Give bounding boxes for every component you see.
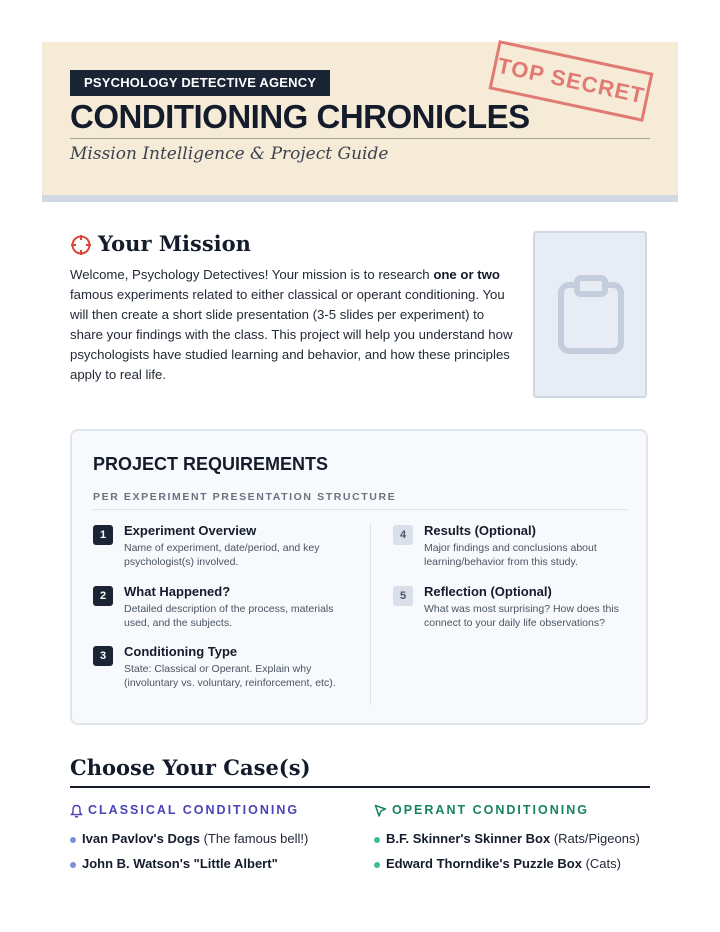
case-note: (Cats) (581, 856, 621, 871)
agency-badge: PSYCHOLOGY DETECTIVE AGENCY (70, 70, 330, 96)
bullet (70, 837, 76, 843)
case-note: (The famous bell!) (199, 831, 309, 846)
case-name: John B. Watson's "Little Albert" (82, 856, 278, 871)
title-rule (70, 138, 650, 139)
requirements-rule (93, 509, 627, 510)
step-description: Major findings and conclusions about learning/behavior from this study. (424, 542, 597, 568)
step-number: 5 (393, 586, 413, 606)
step-description: State: Classical or Operant. Explain why (involuntary vs. voluntary, reinforcement, etc). (124, 663, 336, 689)
step-title: Conditioning Type (124, 644, 238, 659)
bullet (70, 862, 76, 868)
page-title: CONDITIONING CHRONICLES (70, 98, 530, 135)
cases-rule (70, 786, 650, 788)
step-number: 3 (93, 646, 113, 666)
step-number: 4 (393, 525, 413, 545)
bullet (374, 837, 380, 843)
step-title: Reflection (Optional) (424, 584, 552, 599)
bell-icon (70, 804, 83, 818)
requirements-subtitle: PER EXPERIMENT PRESENTATION STRUCTURE (93, 491, 397, 503)
step-title: What Happened? (124, 584, 231, 599)
case-name: Edward Thorndike's Puzzle Box (386, 856, 582, 871)
requirements-title: PROJECT REQUIREMENTS (93, 454, 329, 474)
cursor-icon (374, 804, 387, 818)
top-secret-stamp: TOP SECRET (489, 40, 654, 122)
case-name: B.F. Skinner's Skinner Box (386, 831, 551, 846)
operant-label: OPERANT CONDITIONING (392, 803, 589, 817)
header-divider (42, 195, 678, 202)
step-number: 1 (93, 525, 113, 545)
page-subtitle: Mission Intelligence & Project Guide (70, 144, 389, 164)
mission-text: Welcome, Psychology Detectives! Your mission is to research one or two famous experiments related to either classical or operant conditioning. You will then create a short slide presentation (3-5 slides per experiment) to share your findings with the class. This project will help you understand how psychologists have studied learning and behavior, and how these principles apply to real life. (70, 267, 513, 382)
step-number: 2 (93, 586, 113, 606)
evidence-image-placeholder (533, 231, 647, 398)
column-divider (370, 523, 371, 705)
mission-title: Your Mission (98, 231, 251, 256)
cases-title: Choose Your Case(s) (70, 755, 311, 780)
mission-emphasis: one or two (433, 267, 500, 282)
step-description: What was most surprising? How does this connect to your daily life observations? (424, 603, 619, 629)
case-name: Ivan Pavlov's Dogs (82, 831, 200, 846)
bullet (374, 862, 380, 868)
classical-label: CLASSICAL CONDITIONING (88, 803, 300, 817)
crosshair-icon (70, 234, 92, 256)
step-title: Experiment Overview (124, 523, 257, 538)
clipboard-icon (557, 275, 625, 355)
step-description: Detailed description of the process, materials used, and the subjects. (124, 603, 334, 629)
step-description: Name of experiment, date/period, and key psychologist(s) involved. (124, 542, 320, 568)
case-note: (Rats/Pigeons) (550, 831, 640, 846)
step-title: Results (Optional) (424, 523, 536, 538)
